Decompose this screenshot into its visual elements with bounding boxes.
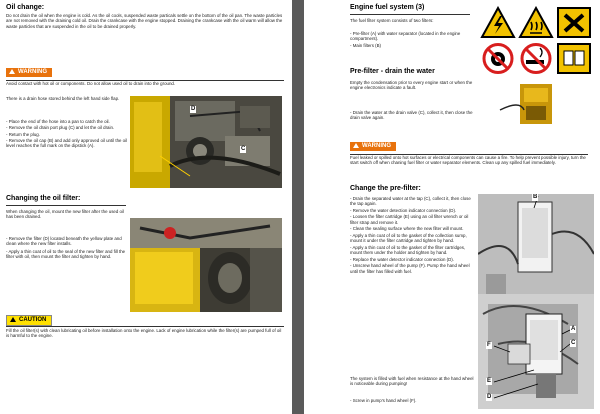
warning-label: WARNING — [18, 69, 47, 75]
list-item: - Apply a thin coat of oil to the seal of the new filter and fill the filter with oil, then mount the filter and tighten by hand. — [6, 248, 126, 259]
final-steps-list — [350, 398, 474, 403]
list-item: - Clean the sealing surface where the new filter will mount. — [350, 226, 464, 232]
fuel-pump-photo — [480, 80, 586, 130]
list-item: - Pre-filter (A) with water separator (located in the engine compartment). — [350, 31, 461, 42]
list-item: - Unscrew hand wheel of the pump (F). Pump the hand wheel until the filter has filled with fuel. — [350, 263, 470, 274]
caution-label: CAUTION — [19, 317, 47, 323]
list-item: - Screw in pump's hand wheel (F). — [350, 398, 417, 403]
change-heading: Change the pre-filter: — [350, 185, 421, 192]
caution-banner — [6, 315, 52, 326]
list-item: - Remove the water detection indicator connection (D). — [350, 207, 457, 213]
system-filled-text: The system is filled with fuel when resistance at the hand wheel is noticeable during pumping! — [350, 376, 474, 387]
list-item: - Remove the oil cap (B) and add only approved oil until the oil level reaches the full mark on the dipstick (A). — [6, 137, 128, 149]
callout-e: E — [487, 378, 492, 384]
drain-text: Empty the condensation prior to every engine start or when the engine electronics indicate a fault. — [350, 80, 473, 91]
warning-label: WARNING — [362, 143, 391, 149]
warning-banner — [6, 68, 52, 77]
caution-triangle-icon — [10, 317, 16, 322]
divider — [350, 14, 470, 15]
callout-c: C — [571, 340, 576, 346]
electric-hazard-icon — [480, 6, 516, 39]
fuel-filter-diagram — [478, 194, 594, 409]
list-item: - Remove the oil drain port plug (C) and let the oil drain. — [6, 125, 115, 131]
list-item: - Remove the filter (D) located beneath the yellow plate and clean where the new filter installs. — [6, 236, 122, 247]
fuel-pump-illustration — [480, 80, 586, 130]
callout-b: B — [533, 194, 538, 200]
oil-filter-illustration — [130, 218, 282, 312]
oil-change-heading: Oil change: — [6, 4, 45, 11]
fuel-filter-list — [350, 31, 474, 48]
callout-d: D — [191, 106, 196, 112]
fuel-intro: The fuel filter system consists of two filters: — [350, 18, 434, 23]
callout-d: D — [487, 394, 492, 400]
warning-text: Fuel leaked or spilled onto hot surfaces or electrical components can cause a fire. To help prevent possible injury, turn the start switch off when chaning fuel filter or water separator elements. Clean up any spilled fuel immediately. — [350, 155, 586, 166]
engine-photo-drain — [130, 96, 282, 188]
divider — [6, 326, 284, 327]
list-item: - Return the plug. — [6, 131, 40, 137]
warning-triangle-icon — [353, 143, 359, 148]
divider — [6, 205, 126, 206]
no-smoking-icon — [518, 42, 554, 75]
filter-heading: Changing the oil filter: — [6, 195, 81, 202]
right-page — [304, 0, 600, 414]
list-item: - Apply a thin coat of oil to the gasket of the filter cartridges, mount them under the holder and tighten by hand. — [350, 244, 466, 256]
list-item: - Main filters (B) — [350, 42, 381, 48]
no-fire-icon — [480, 42, 516, 75]
list-item: - Replace the water detector indicator connection (D). — [350, 256, 454, 262]
change-steps-list — [350, 196, 472, 274]
harmful-substance-icon — [556, 6, 592, 39]
warning-banner — [350, 142, 396, 151]
list-item: - Place the end of the hose into a pan to catch the oil. — [6, 119, 110, 124]
list-item: - Loosen the filter cartridge (E) using an oil filter wrench or oil filter strap and remove it. — [350, 214, 469, 225]
oil-change-intro: Do not drain the oil when the engine is cold. As the oil cools, suspended waste particals settle on the bottom of the oil pan. The waste particles are not removed with the draining cold oil. Drain the crankcase with the engine stopped. Draining the crankcase with the oil warm will allow the waste particles that are suspended in the oil to be drained properly. — [6, 13, 283, 29]
list-item: - Apply a thin coat of oil to the gasket of the collection sump, mount it under the filter cartridge and tighten by hand. — [350, 232, 467, 244]
callout-f: F — [487, 342, 491, 348]
engine-photo-filter — [130, 218, 282, 312]
drain-steps-list — [350, 110, 474, 121]
callout-c: C — [241, 146, 246, 152]
caution-text: Fill the oil filter(s) with clean lubricating oil before installation onto the engine. Lack of engine lubrication while the filter(s) are pumped full of oil is harmful to the engine. — [6, 328, 282, 339]
hot-surface-icon — [518, 6, 554, 39]
drain-heading: Pre-filter - drain the water — [350, 68, 435, 75]
list-item: - Drain the separated water at the tap (C), collect it, then close the tap again. — [350, 196, 471, 207]
warning-triangle-icon — [9, 69, 15, 74]
drain-steps-list — [6, 119, 130, 148]
callout-a: A — [571, 326, 576, 332]
engine-drain-illustration — [130, 96, 282, 188]
left-page — [0, 0, 292, 414]
drain-hose-text: There is a drain hose stored behind the left hand side flap. — [6, 96, 120, 101]
read-manual-icon — [556, 42, 592, 75]
filter-intro: When changing the oil, mount the new filter after the used oil has been drained. — [6, 209, 124, 220]
list-item: - Drain the water at the drain valve (C), collect it, then close the drain valve again. — [350, 110, 473, 121]
filter-steps-list — [6, 236, 126, 259]
fuel-heading: Engine fuel system (3) — [350, 4, 425, 11]
warning-text: Avoid contact with hot oil or components. Do not allow used oil to drain into the ground. — [6, 81, 176, 86]
fuel-filter-illustration — [478, 194, 594, 409]
